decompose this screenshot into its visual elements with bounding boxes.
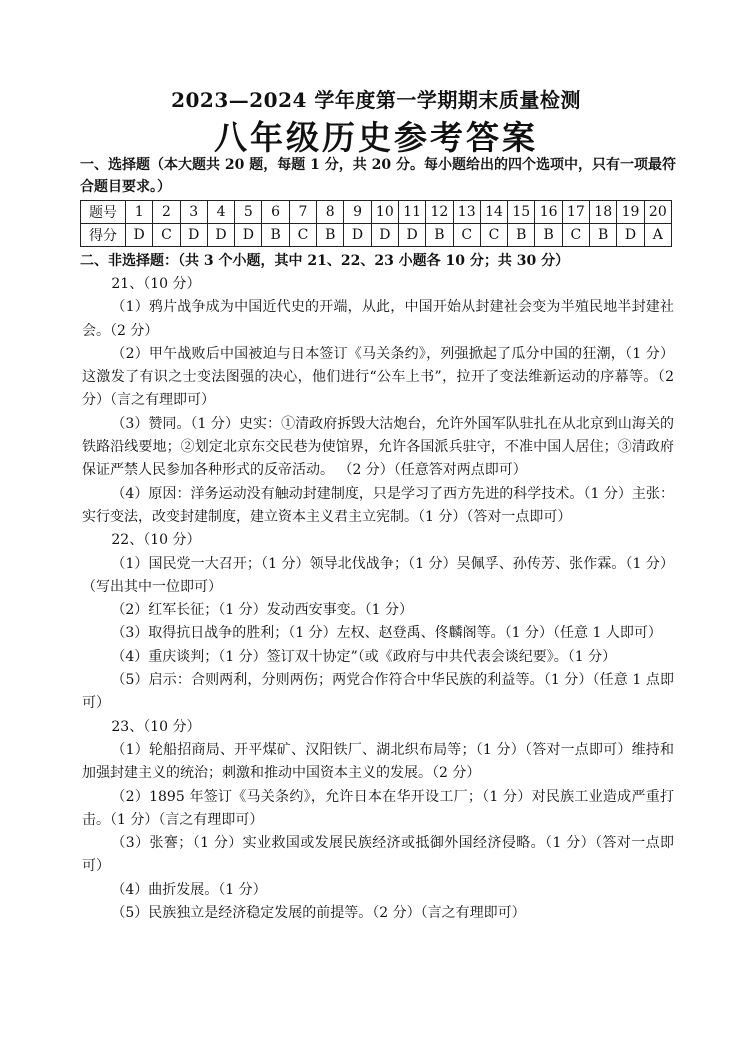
question-number-cell: 4 [207, 201, 234, 224]
answer-paragraph: （3）赞同。（1 分）史实：①清政府拆毁大沽炮台，允许外国军队驻扎在从北京到山海关的铁路沿线要地；②划定北京东交民巷为使馆界，允许各国派兵驻守，不准中国人居住；③清政府保证严禁人民参加各种形式的反帝活动。 （2 分）（任意答对两点即可） [82, 415, 674, 479]
answer-paragraph: （1）轮船招商局、开平煤矿、汉阳铁厂、湖北织布局等；（1 分）（答对一点即可）维持和加强封建主义的统治；刺激和推动中国资本主义的发展。（2 分） [82, 741, 674, 782]
answer-cell: B [590, 224, 617, 247]
question-number-cell: 5 [235, 201, 262, 224]
answer-table [80, 200, 672, 247]
answer-cell: B [317, 224, 344, 247]
answer-paragraph: （3）取得抗日战争的胜利；（1 分）左权、赵登禹、佟麟阁等。（1 分）（任意 1 人即可） [111, 625, 662, 642]
answer-paragraph: （2）红军长征；（1 分）发动西安事变。（1 分） [111, 602, 414, 619]
answer-paragraph: （4）原因：洋务运动没有触动封建制度，只是学习了西方先进的科学技术。（1 分）主张：实行变法，改变封建制度，建立资本主义君主立宪制。（1 分）（答对一点即可） [82, 485, 674, 525]
answer-cell: D [344, 224, 371, 247]
answer-cell: C [480, 224, 507, 247]
question-number-cell: 17 [562, 201, 589, 224]
question-heading: 23、（10 分） [111, 718, 201, 735]
row-label-answer: 得分 [81, 224, 126, 247]
question-number-cell: 11 [398, 201, 425, 224]
section1-heading: 一、选择题（本大题共 20 题，每题 1 分，共 20 分。每小题给出的四个选项中，只有一项最符合题目要求。） [80, 157, 676, 195]
question-number-cell: 6 [262, 201, 289, 224]
question-number-cell: 7 [289, 201, 316, 224]
answer-paragraph: （3）张謇；（1 分）实业救国或发展民族经济或抵御外国经济侵略。（1 分）（答对一点即可） [82, 835, 674, 875]
answer-paragraph: （1）鸦片战争成为中国近代史的开端，从此，中国开始从封建社会变为半殖民地半封建社会。（2 分） [82, 299, 674, 339]
exam-title: 2023—2024 学年度第一学期期末质量检测 [171, 88, 581, 112]
answer-paragraph: （2）甲午战败后中国被迫与日本签订《马关条约》，列强掀起了瓜分中国的狂潮，（1 分）这激发了有识之士变法图强的决心，他们进行“公车上书”，拉开了变法维新运动的序幕等。（2 分）（言之有理即可） [82, 345, 674, 409]
answer-paragraph: （5）民族独立是经济稳定发展的前提等。（2 分）（言之有理即可） [111, 905, 526, 922]
answer-cell: D [371, 224, 398, 247]
question-number-cell: 9 [344, 201, 371, 224]
answer-cell: C [453, 224, 480, 247]
answer-key-title: 八年级历史参考答案 [214, 118, 538, 157]
answer-cell: D [398, 224, 425, 247]
answer-cell: B [262, 224, 289, 247]
question-number-cell: 19 [617, 201, 644, 224]
question-number-cell: 16 [535, 201, 562, 224]
question-number-cell: 1 [126, 201, 153, 224]
question-number-cell: 15 [508, 201, 535, 224]
answer-paragraph: （5）启示：合则两利，分则两伤；两党合作符合中华民族的利益等。（1 分）（任意 1 点即可） [82, 672, 674, 712]
answer-body [82, 273, 674, 925]
question-number-cell: 10 [371, 201, 398, 224]
answer-cell: C [153, 224, 180, 247]
question-number-cell: 20 [644, 201, 671, 224]
question-number-cell: 18 [590, 201, 617, 224]
answer-paragraph: （4）曲折发展。（1 分） [111, 881, 267, 898]
question-number-cell: 12 [426, 201, 453, 224]
answer-paragraph: （1）国民党一大召开；（1 分）领导北伐战争；（1 分）吴佩孚、孙传芳、张作霖。（1 分）（写出其中一位即可） [82, 555, 674, 595]
answer-cell: D [617, 224, 644, 247]
section2-heading: 二、非选择题：（共 3 个小题，其中 21、22、23 小题各 10 分；共 30 分） [80, 253, 570, 269]
answer-cell: D [235, 224, 262, 247]
question-number-cell: 8 [317, 201, 344, 224]
answer-cell: C [289, 224, 316, 247]
answer-cell: A [644, 224, 671, 247]
answer-row [81, 224, 672, 247]
question-number-cell: 14 [480, 201, 507, 224]
answer-cell: B [508, 224, 535, 247]
question-number-cell: 2 [153, 201, 180, 224]
question-heading: 22、（10 分） [111, 532, 201, 549]
answer-cell: C [562, 224, 589, 247]
answer-cell: D [180, 224, 207, 247]
answer-cell: D [126, 224, 153, 247]
question-number-row [81, 201, 672, 224]
row-label-number: 题号 [81, 201, 126, 224]
answer-cell: B [426, 224, 453, 247]
answer-cell: B [535, 224, 562, 247]
answer-paragraph: （2）1895 年签订《马关条约》，允许日本在华开设工厂；（1 分）对民族工业造成严重打击。（1 分）（言之有理即可） [82, 788, 674, 828]
question-number-cell: 3 [180, 201, 207, 224]
question-heading: 21、（10 分） [111, 276, 201, 292]
question-number-cell: 13 [453, 201, 480, 224]
answer-cell: D [207, 224, 234, 247]
answer-paragraph: （4）重庆谈判；（1 分）签订双十协定”（或《政府与中共代表会谈纪要》。（1 分） [111, 648, 617, 665]
